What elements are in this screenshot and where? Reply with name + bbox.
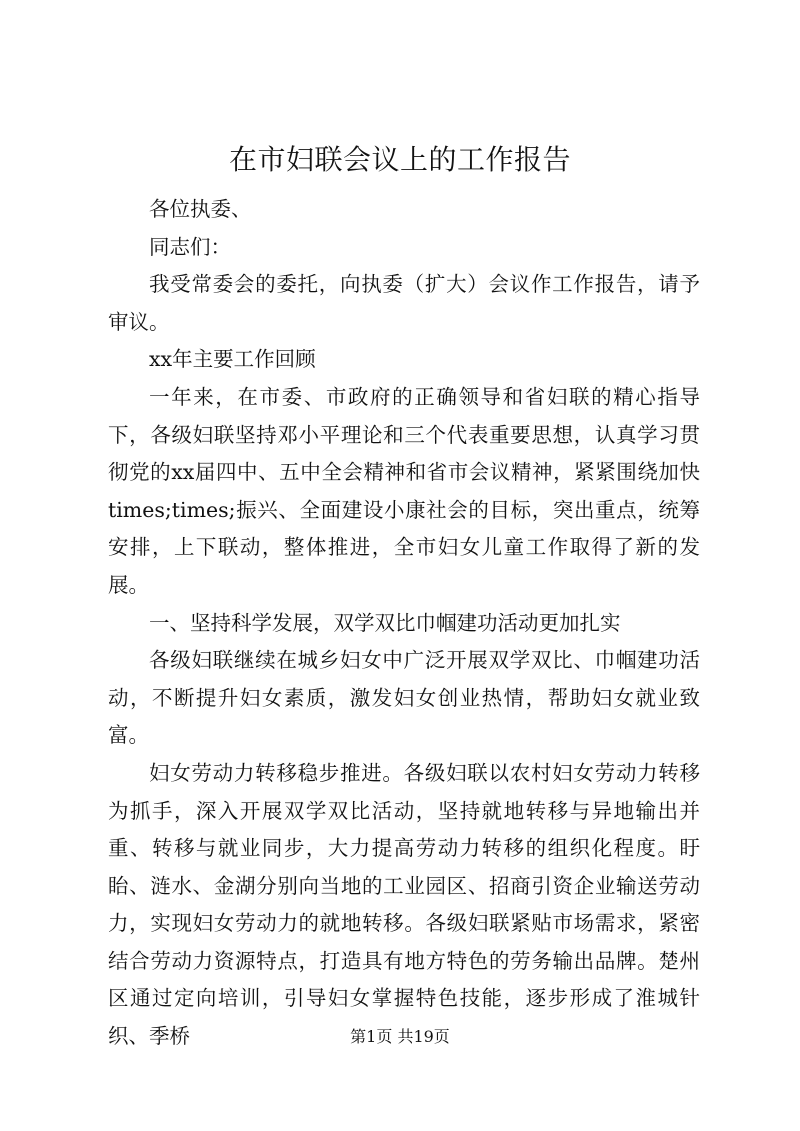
section-heading-one: 一、坚持科学发展，双学双比巾帼建功活动更加扎实 [149,610,621,635]
document-body [108,191,700,1056]
salutation-line-1: 各位执委、 [149,197,252,221]
opening-paragraph: 我受常委会的委托，向执委（扩大）会议作工作报告，请予审议。 [108,272,700,334]
salutation-line-2: 同志们： [149,234,231,259]
document-title: 在市妇联会议上的工作报告 [228,143,571,176]
section-heading-review: xx年主要工作回顾 [149,347,316,372]
overview-paragraph: 一年来，在市委、市政府的正确领导和省妇联的精心指导下，各级妇联坚持邓小平理论和三个代表重要思想，认真学习贯彻党的xx届四中、五中全会精神和省市会议精神，紧紧围绕加快times;times;振兴、全面建设小康社会的目标，突出重点，统筹安排，上下联动，整体推进，全市妇女儿童工作取得了新的发展。 [108,384,700,597]
page-number-footer: 第1页 共19页 [350,1027,450,1046]
body-paragraph: 妇女劳动力转移稳步推进。各级妇联以农村妇女劳动力转移为抓手，深入开展双学双比活动，坚持就地转移与异地输出并重、转移与就业同步，大力提高劳动力转移的组织化程度。盱眙、涟水、金湖分别向当地的工业园区、招商引资企业输送劳动力，实现妇女劳动力的就地转移。各级妇联紧贴市场需求，紧密结合劳动力资源特点，打造具有地方特色的劳务输出品牌。楚州区通过定向培训，引导妇女掌握特色技能，逐步形成了淮城针织、季桥 [108,760,700,1049]
body-paragraph: 各级妇联继续在城乡妇女中广泛开展双学双比、巾帼建功活动，不断提升妇女素质，激发妇女创业热情，帮助妇女就业致富。 [108,648,700,748]
